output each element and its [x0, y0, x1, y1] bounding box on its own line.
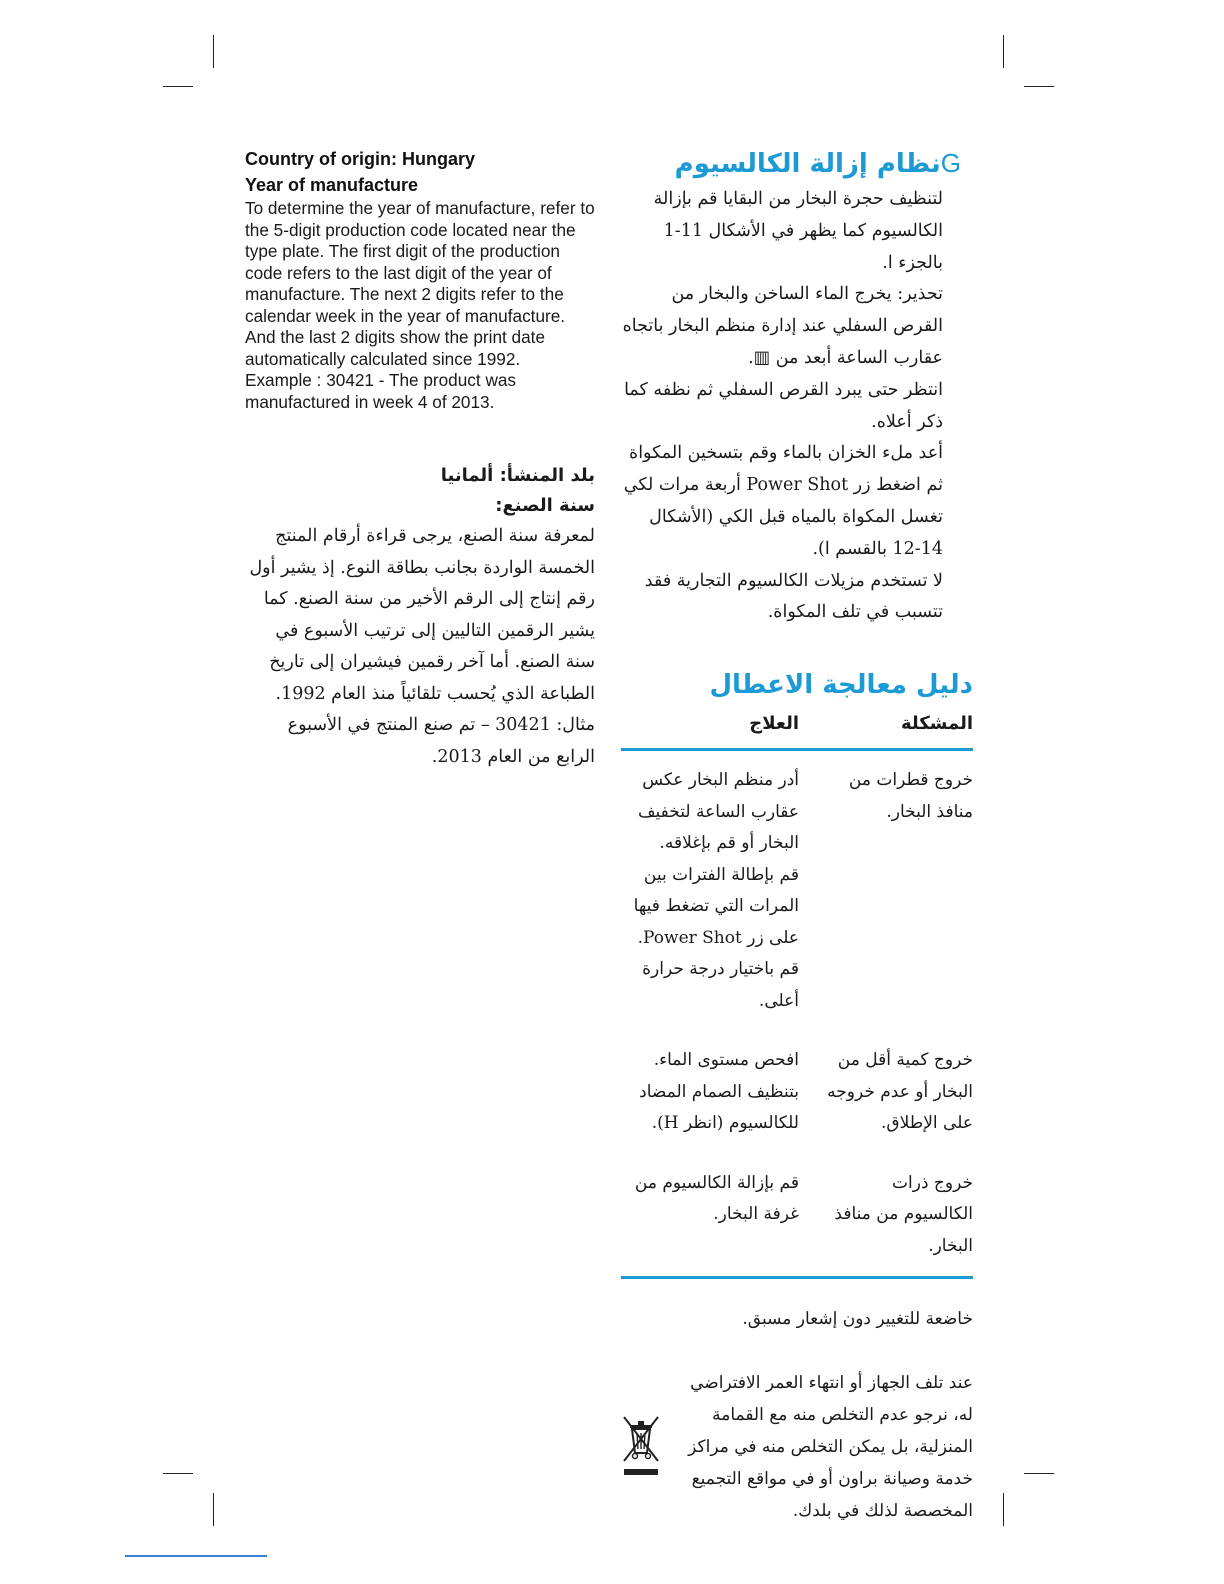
remedy-item: بتنظيف الصمام المضاد للكالسيوم (انظر H). [639, 1081, 799, 1134]
ar-year-heading: سنة الصنع: [495, 495, 595, 516]
crop-mark-top-right-h [1024, 86, 1054, 87]
left-column [245, 146, 595, 773]
remedy-item: افحص مستوى الماء. [653, 1050, 799, 1071]
decalcify-para-3: انتظر حتى يبرد القرص السفلي ثم نظفه كما ذكر أعلاه. [624, 379, 943, 432]
remedy-item: قم باختيار درجة حرارة أعلى. [642, 959, 799, 1011]
remedy-item: قم بإطالة الفترات بين المرات التي تضغط فيها على زر Power Shot. [633, 864, 799, 948]
crop-mark-top-left [213, 35, 214, 68]
problem-column-header: المشكلة [823, 709, 973, 750]
troubleshooting-title: دليل معالجة الاعطال [709, 670, 973, 701]
year-example: Example : 30421 - The product was manufactured in week 4 of 2013. [245, 370, 517, 412]
ar-year-body: لمعرفة سنة الصنع، يرجى قراءة أرقام المنتج الخمسة الواردة بجانب بطاقة النوع. إذ يشير أول رقم إنتاج إلى الرقم الأخير من سنة الصنع. كما يشير الرقمين التاليين إلى ترتيب الأسبوع في سنة الصنع. أما آخر رقمين فيشيران إلى تاريخ الطباعة الذي يُحسب تلقائياً منذ العام 1992. [249, 526, 595, 704]
disposal-block [621, 1367, 973, 1527]
troubleshooting-table [621, 709, 973, 1279]
remedy-column-header: العلاج [621, 709, 823, 750]
crossed-out-wheelie-bin-icon [621, 1411, 661, 1481]
decalcify-title [621, 143, 973, 184]
disposal-text: عند تلف الجهاز أو انتهاء العمر الافتراضي له، نرجو عدم التخلص منه مع القمامة المنزلية، بل يمكن التخلص منه في مراكز خدمة وصيانة براون أو في مواقع التجميع المخصصة لذلك في بلدك. [688, 1373, 973, 1522]
table-row [621, 1154, 973, 1278]
table-row [621, 1031, 973, 1154]
right-column [621, 143, 973, 1527]
remedy-cell [621, 1031, 823, 1154]
year-of-manufacture-heading: Year of manufacture [245, 175, 419, 195]
remedy-cell [621, 1154, 823, 1278]
table-row [621, 750, 973, 1032]
change-notice: خاضعة للتغيير دون إشعار مسبق. [742, 1309, 973, 1330]
crop-mark-bottom-left-h [163, 1473, 193, 1474]
country-of-origin: Country of origin: Hungary [245, 149, 475, 169]
remedy-item: أدر منظم البخار عكس عقارب الساعة لتخفيف البخار أو قم بإغلاقه. [637, 770, 799, 854]
crop-mark-top-right [1003, 35, 1004, 68]
year-of-manufacture-body: To determine the year of manufacture, refer to the 5-digit production code located near the type plate. The first digit of the production code refers to the last digit of the year of manufacture. The next 2 digits refer to the calendar week in the year of manufacture. And the last 2 digits show the print date automatically calculated since 1992. [245, 198, 595, 369]
crop-mark-bottom-right-h [1024, 1473, 1054, 1474]
decalcify-para-5: لا تستخدم مزيلات الكالسيوم التجارية فقد تتسبب في تلف المكواة. [644, 570, 943, 623]
crop-mark-bottom-right [1003, 1493, 1004, 1526]
crop-mark-top-left-h [163, 86, 193, 87]
arabic-origin-block [245, 461, 595, 773]
section-letter: G [940, 148, 961, 178]
problem-cell: خروج ذرات الكالسيوم من منافذ البخار. [823, 1154, 973, 1278]
decalcify-para-4: أعد ملء الخزان بالماء وقم بتسخين المكواة ثم اضغط زر Power Shot أربعة مرات لكي تغسل المكواة بالمياه قبل الكي (الأشكال 14-12 بالقسم ا). [623, 443, 943, 559]
decalcify-title-text: نظام إزالة الكالسيوم [674, 149, 941, 179]
crop-mark-bottom-left [213, 1493, 214, 1526]
footer-link-underline [125, 1555, 267, 1557]
decalcify-warning: تحذير: يخرج الماء الساخن والبخار من القرص السفلي عند إدارة منظم البخار باتجاه عقارب الساعة أبعد من ▥. [622, 284, 943, 368]
remedy-cell [621, 750, 823, 1032]
remedy-item: قم بإزالة الكالسيوم من غرفة البخار. [634, 1172, 799, 1225]
decalcify-para-1: لتنظيف حجرة البخار من البقايا قم بإزالة الكالسيوم كما يظهر في الأشكال 11-1 بالجزء ا. [653, 189, 943, 273]
ar-country-of-origin: بلد المنشأ: ألمانيا [440, 465, 595, 486]
problem-cell: خروج كمية أقل من البخار أو عدم خروجه على الإطلاق. [827, 1050, 973, 1134]
problem-cell: خروج قطرات من منافذ البخار. [848, 770, 973, 822]
ar-year-example: مثال: 30421 – تم صنع المنتج في الأسبوع الرابع من العام 2013. [287, 715, 595, 767]
